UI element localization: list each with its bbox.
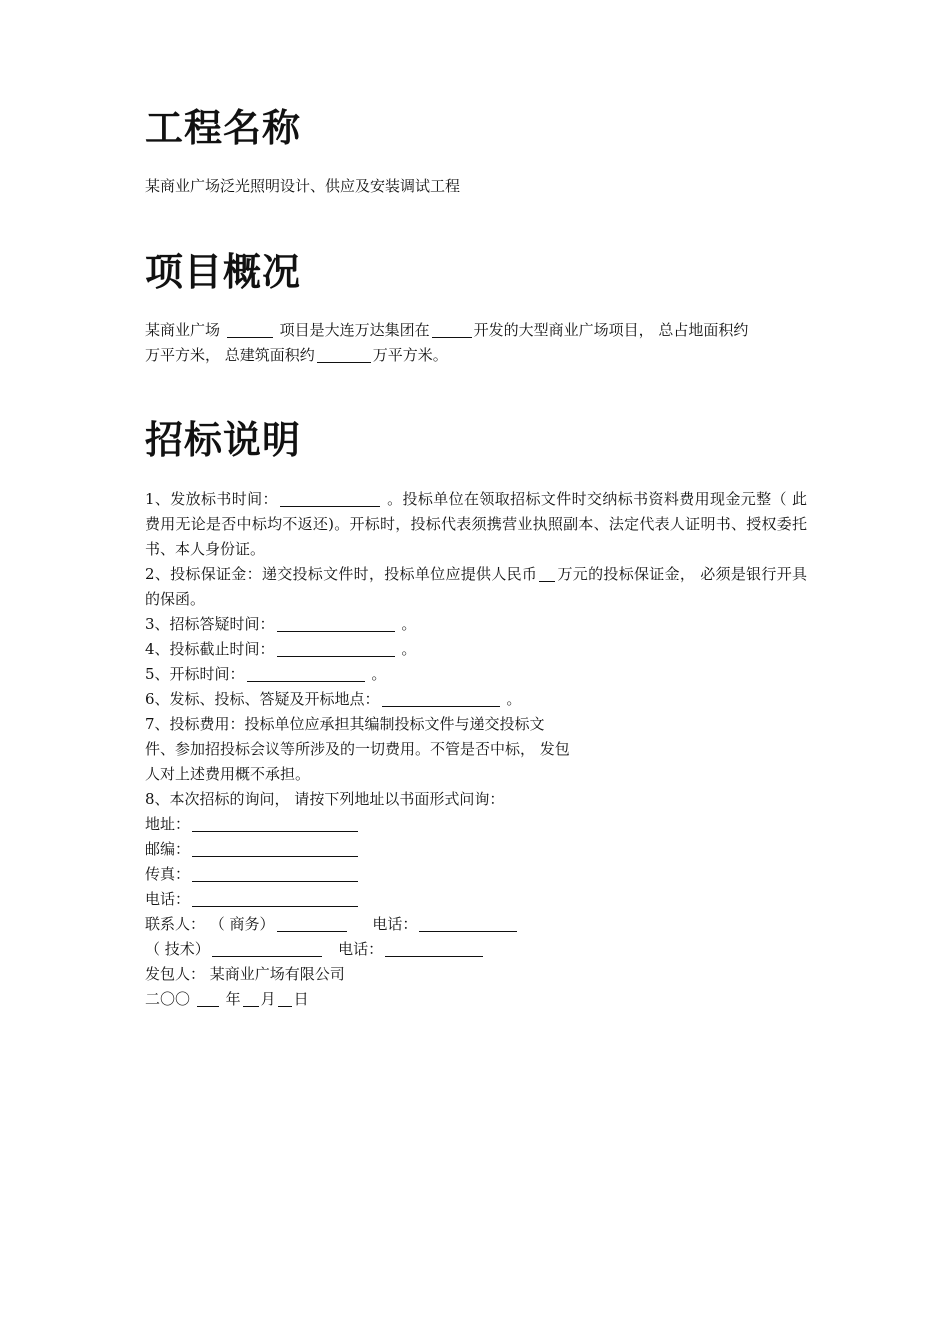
- postcode-label: 邮编：: [145, 840, 191, 858]
- blank-contact-business: [277, 914, 347, 932]
- item4-period: 。: [401, 640, 417, 658]
- phone-label: 电话：: [145, 890, 191, 908]
- item6-period: 。: [506, 690, 522, 708]
- address-line: [145, 812, 807, 837]
- blank-contact-tech: [212, 939, 322, 957]
- date-year-label: 年: [225, 990, 241, 1008]
- item2-text-b: 万元的投标保证金， 必须是银行开具的保函。: [145, 565, 807, 608]
- fax-line: [145, 862, 807, 887]
- blank-location-venue: [382, 689, 500, 707]
- date-line: [145, 987, 807, 1012]
- item2-text-a: 2、投标保证金：递交投标文件时，投标单位应提供人民币: [145, 565, 538, 583]
- contact-phone-label: 电话：: [372, 915, 418, 933]
- overview-text-e: 万平方米。: [372, 346, 448, 364]
- blank-qa-time: [277, 614, 395, 632]
- bidding-item-2: [145, 562, 807, 612]
- bidding-item-7-line-3: 人对上述费用概不承担。: [145, 765, 311, 783]
- item6-label: 6、发标、投标、答疑及开标地点：: [145, 690, 380, 708]
- overview-line-1: [145, 318, 807, 343]
- bidding-item-3: [145, 612, 807, 637]
- date-day-label: 日: [293, 990, 309, 1008]
- address-label: 地址：: [145, 815, 191, 833]
- item1-label: 1、发放标书时间：: [145, 490, 278, 508]
- overview-text-d: 万平方米， 总建筑面积约: [145, 346, 315, 364]
- blank-postcode: [192, 839, 358, 857]
- fax-label: 传真：: [145, 865, 191, 883]
- blank-phone: [192, 889, 358, 907]
- bidding-item-4: [145, 637, 807, 662]
- blank-deadline: [277, 639, 395, 657]
- heading-overview: 项目概况: [145, 250, 302, 294]
- item3-label: 3、招标答疑时间：: [145, 615, 275, 633]
- blank-deposit: [539, 564, 555, 582]
- blank-day: [278, 989, 292, 1007]
- bidding-item-6: [145, 687, 807, 712]
- blank-fax: [192, 864, 358, 882]
- contact-label: 联系人： （ 商务）: [145, 915, 275, 933]
- blank-opening-time: [247, 664, 365, 682]
- bidding-item-7-line-2: 件、参加招投标会议等所涉及的一切费用。不管是否中标， 发包: [145, 740, 570, 758]
- overview-text-b: 项目是大连万达集团在: [279, 321, 430, 339]
- bidding-item-5: [145, 662, 807, 687]
- contact-business-line: [145, 912, 807, 937]
- tech-phone-label: 电话：: [338, 940, 384, 958]
- blank-building-area: [317, 345, 371, 363]
- postcode-line: [145, 837, 807, 862]
- overview-text-a: 某商业广场: [145, 321, 221, 339]
- item3-period: 。: [401, 615, 417, 633]
- bidding-item-7-line-1: 7、投标费用：投标单位应承担其编制投标文件与递交投标文: [145, 715, 545, 733]
- date-prefix: 二〇〇: [145, 990, 191, 1008]
- blank-location: [432, 320, 472, 338]
- tech-label: （ 技术）: [145, 940, 210, 958]
- item1-text: 。投标单位在领取招标文件时交纳标书资料费用现金元整（ 此费用无论是否中标均不返还)。开标时，投标代表须携营业执照副本、法定代表人证明书、授权委托书、本人身份证。: [145, 490, 808, 558]
- blank-contact-business-phone: [419, 914, 517, 932]
- heading-project-name: 工程名称: [145, 106, 302, 150]
- blank-contact-tech-phone: [385, 939, 483, 957]
- item5-period: 。: [371, 665, 387, 683]
- project-name-text: 某商业广场泛光照明设计、供应及安装调试工程: [145, 177, 461, 195]
- issuer-line: 发包人： 某商业广场有限公司: [145, 965, 345, 983]
- item4-label: 4、投标截止时间：: [145, 640, 275, 658]
- bidding-item-8: 8、本次招标的询问， 请按下列地址以书面形式问询：: [145, 790, 505, 808]
- heading-bidding: 招标说明: [145, 418, 302, 462]
- bidding-item-1: [145, 487, 807, 562]
- contact-tech-line: [145, 937, 807, 962]
- blank-month: [243, 989, 259, 1007]
- overview-text-c: 开发的大型商业广场项目， 总占地面积约: [473, 321, 749, 339]
- blank-issue-time: [280, 489, 380, 507]
- overview-line-2: [145, 343, 807, 368]
- phone-line: [145, 887, 807, 912]
- item5-label: 5、开标时间：: [145, 665, 245, 683]
- blank-project: [227, 320, 273, 338]
- blank-address: [192, 814, 358, 832]
- blank-year: [197, 989, 219, 1007]
- date-month-label: 月: [260, 990, 276, 1008]
